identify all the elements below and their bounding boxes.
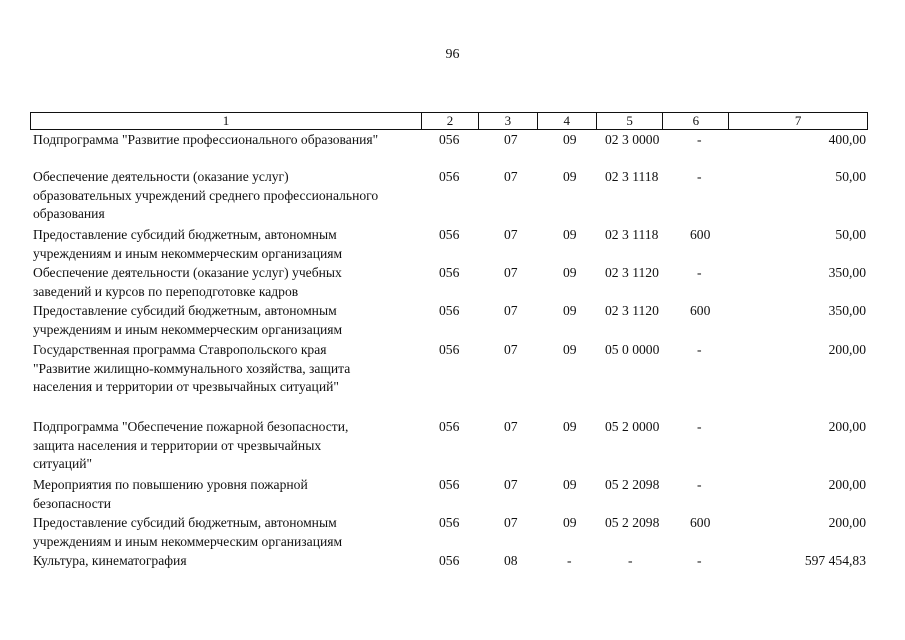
row-sum: 350,00 xyxy=(828,265,866,280)
header-cell-5: 5 xyxy=(597,113,664,129)
row-name-line: учреждениям и иным некоммерческим организациям xyxy=(33,245,343,261)
row-name-line: защита населения и территории от чрезвычайных xyxy=(33,437,322,453)
row-sum: 350,00 xyxy=(828,303,866,318)
row-expense-type: 600 xyxy=(690,515,711,530)
row-subsection: 09 xyxy=(563,169,577,184)
row-section: 07 xyxy=(504,419,518,434)
row-name xyxy=(33,168,425,224)
header-cell-3: 3 xyxy=(479,113,538,129)
row-name-line: учреждениям и иным некоммерческим организациям xyxy=(33,321,343,337)
row-name-line: Предоставление субсидий бюджетным, автономным xyxy=(33,515,337,530)
row-expense-type: - xyxy=(697,169,702,184)
row-sum: 400,00 xyxy=(828,132,866,147)
row-code: 056 xyxy=(439,265,460,280)
row-target-article: 05 2 2098 xyxy=(605,477,660,492)
row-subsection: 09 xyxy=(563,419,577,434)
row-code: 056 xyxy=(439,342,460,357)
row-code: 056 xyxy=(439,419,460,434)
row-name-line: Культура, кинематография xyxy=(33,553,187,568)
row-target-article: 05 2 0000 xyxy=(605,419,660,434)
row-expense-type: - xyxy=(697,342,702,357)
row-code: 056 xyxy=(439,303,460,318)
row-subsection: 09 xyxy=(563,227,577,242)
row-expense-type: - xyxy=(697,477,702,492)
row-name-line: Обеспечение деятельности (оказание услуг) учебных xyxy=(33,265,342,280)
row-sum: 50,00 xyxy=(835,169,866,184)
row-subsection: 09 xyxy=(563,265,577,280)
row-expense-type: - xyxy=(697,132,702,147)
row-sum: 597 454,83 xyxy=(804,553,866,568)
row-name-line: безопасности xyxy=(33,495,112,511)
row-name xyxy=(33,302,425,339)
row-name xyxy=(33,341,425,397)
row-expense-type: - xyxy=(697,553,702,568)
row-name-line: Подпрограмма "Развитие профессионального образования" xyxy=(33,132,379,147)
row-name-line: Предоставление субсидий бюджетным, автономным xyxy=(33,303,337,318)
row-target-article: 02 3 0000 xyxy=(605,132,660,147)
row-sum: 200,00 xyxy=(828,515,866,530)
header-cell-4: 4 xyxy=(538,113,597,129)
row-code: 056 xyxy=(439,132,460,147)
row-target-article: 02 3 1120 xyxy=(605,265,659,280)
row-name-line: населения и территории от чрезвычайных ситуаций" xyxy=(33,379,339,394)
row-expense-type: - xyxy=(697,419,702,434)
row-subsection: 09 xyxy=(563,342,577,357)
row-name xyxy=(33,552,425,571)
row-sum: 200,00 xyxy=(828,477,866,492)
row-name-line: Предоставление субсидий бюджетным, автономным xyxy=(33,227,337,242)
row-code: 056 xyxy=(439,227,460,242)
row-subsection: 09 xyxy=(563,132,577,147)
row-sum: 200,00 xyxy=(828,419,866,434)
row-target-article: 02 3 1118 xyxy=(605,169,659,184)
row-subsection: 09 xyxy=(563,477,577,492)
row-section: 07 xyxy=(504,515,518,530)
header-cell-2: 2 xyxy=(422,113,479,129)
row-section: 07 xyxy=(504,477,518,492)
row-expense-type: 600 xyxy=(690,303,711,318)
row-section: 07 xyxy=(504,169,518,184)
row-target-article: - xyxy=(628,553,633,568)
row-name xyxy=(33,476,425,513)
row-section: 07 xyxy=(504,132,518,147)
row-expense-type: 600 xyxy=(690,227,711,242)
row-subsection: - xyxy=(567,553,572,568)
row-name-line: Подпрограмма "Обеспечение пожарной безопасности, xyxy=(33,419,349,434)
header-cell-6: 6 xyxy=(663,113,729,129)
row-code: 056 xyxy=(439,477,460,492)
table-header-row xyxy=(30,112,868,130)
row-name xyxy=(33,226,425,263)
page-number: 96 xyxy=(445,47,460,62)
row-target-article: 05 2 2098 xyxy=(605,515,660,530)
row-name xyxy=(33,131,425,150)
header-cell-7: 7 xyxy=(794,113,802,128)
header-cell-1: 1 xyxy=(31,113,422,129)
row-subsection: 09 xyxy=(563,303,577,318)
row-name-line: Мероприятия по повышению уровня пожарной xyxy=(33,477,308,492)
row-name-line: "Развитие жилищно-коммунального хозяйства, защита xyxy=(33,360,351,376)
row-sum: 50,00 xyxy=(835,227,866,242)
row-name xyxy=(33,264,425,301)
row-section: 07 xyxy=(504,265,518,280)
row-section: 07 xyxy=(504,227,518,242)
row-target-article: 05 0 0000 xyxy=(605,342,660,357)
row-name-line: образовательных учреждений среднего профессионального xyxy=(33,187,379,203)
row-section: 07 xyxy=(504,342,518,357)
row-name-line: Обеспечение деятельности (оказание услуг) xyxy=(33,169,289,184)
row-code: 056 xyxy=(439,169,460,184)
row-name xyxy=(33,514,425,551)
row-target-article: 02 3 1120 xyxy=(605,303,659,318)
row-name-line: учреждениям и иным некоммерческим организациям xyxy=(33,533,343,549)
row-sum: 200,00 xyxy=(828,342,866,357)
row-name-line: заведений и курсов по переподготовке кадров xyxy=(33,283,299,299)
row-code: 056 xyxy=(439,515,460,530)
row-section: 07 xyxy=(504,303,518,318)
row-section: 08 xyxy=(504,553,518,568)
row-name-line: ситуаций" xyxy=(33,456,93,471)
row-subsection: 09 xyxy=(563,515,577,530)
row-code: 056 xyxy=(439,553,460,568)
row-name-line: Государственная программа Ставропольского края xyxy=(33,342,327,357)
row-name xyxy=(33,418,425,474)
row-target-article: 02 3 1118 xyxy=(605,227,659,242)
row-expense-type: - xyxy=(697,265,702,280)
row-name-line: образования xyxy=(33,206,105,221)
